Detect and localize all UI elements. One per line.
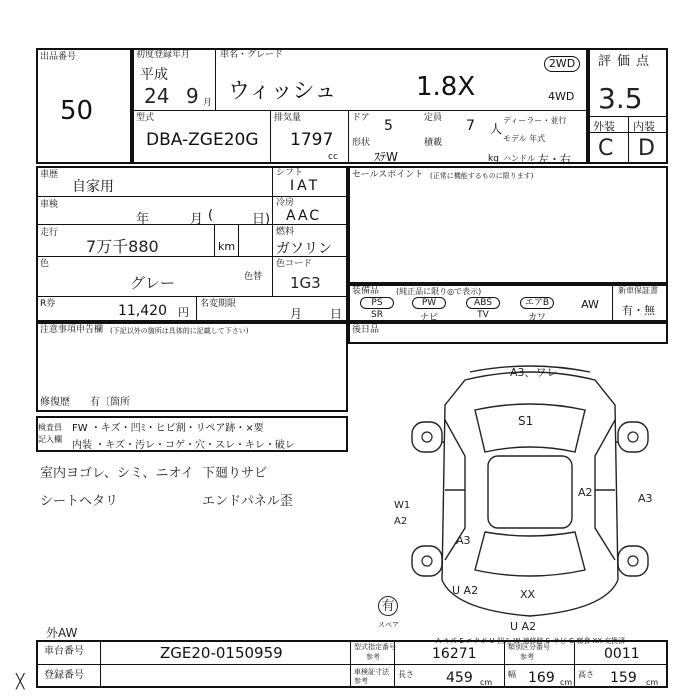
name-change-month: 月 xyxy=(290,307,303,321)
displacement-unit: cc xyxy=(328,152,338,162)
shape-label: 形状 xyxy=(352,138,371,148)
mark-bottom: U A2 xyxy=(510,620,537,633)
name-change-label: 名変期限 xyxy=(200,299,237,309)
height-label: 高さ xyxy=(578,670,594,679)
handwritten-note-3: 下廻りサビ xyxy=(202,466,268,481)
recycle-value: 11,420 xyxy=(118,303,167,319)
displacement-value: 1797 xyxy=(290,130,334,150)
mark-right-side: A3 xyxy=(638,492,653,505)
displacement-label: 排気量 xyxy=(274,113,302,123)
capacity-unit: 人 xyxy=(490,122,503,136)
load-unit: kg xyxy=(488,154,499,164)
category-value: 0011 xyxy=(604,646,640,662)
footer-handwritten: 外AW xyxy=(46,626,78,640)
capacity-value: 7 xyxy=(466,118,475,134)
mark-hood-left: A3 xyxy=(456,534,471,547)
doors-value: 5 xyxy=(384,118,393,134)
interior-value: D xyxy=(638,136,655,161)
equip-airbag: エアB xyxy=(520,297,554,309)
width-label: 幅 xyxy=(508,670,516,679)
dims-label: 車検証寸法 参考 xyxy=(354,668,389,685)
handwritten-note-2: シートヘタリ xyxy=(40,494,119,509)
spare-mark: 有 xyxy=(378,596,398,616)
drive-2wd: 2WD xyxy=(544,56,580,72)
interior-label: 内装 xyxy=(633,120,655,133)
sales-point-label: セールスポイント xyxy=(352,170,424,180)
car-name-label: 車名・グレード xyxy=(220,50,284,60)
handwritten-note-1: 室内ヨゴレ、シミ、ニオイ xyxy=(40,466,194,481)
fuel-label: 燃料 xyxy=(276,227,295,237)
rating-value: 3.5 xyxy=(598,82,643,115)
inspection-paren: ( xyxy=(208,208,214,223)
history-value: 自家用 xyxy=(72,179,114,195)
aftermarket-box xyxy=(348,322,668,344)
inspection-label: 車検 xyxy=(40,200,59,210)
category-label: 類別区分番号 xyxy=(508,643,550,651)
inspection-month: 月 xyxy=(190,212,204,227)
rear-window xyxy=(475,532,585,576)
color-code-label: 色コード xyxy=(276,259,313,269)
equip-abs: ABS xyxy=(466,297,500,309)
corner-mark: ╳ xyxy=(16,674,25,690)
inspector-label: 検査員記入欄 xyxy=(38,423,62,444)
doors-label: ドア xyxy=(352,113,370,123)
recycle-unit: 円 xyxy=(178,306,189,319)
model-label: 型式 xyxy=(136,113,155,123)
mark-roof: S1 xyxy=(518,414,534,428)
rating-label: 評価点 xyxy=(598,54,656,69)
inspection-year: 年 xyxy=(136,212,150,227)
length-value: 459 xyxy=(446,670,473,686)
legend: A-キズ E-エクボ U-凹み W-補修跡 S-サビ C-腐食 XX-交換済 xyxy=(436,637,626,645)
load-label: 積載 xyxy=(424,138,443,148)
inspector-row1: FW ・キズ・凹ﾐ・ヒビ割・リペア跡・×要 xyxy=(72,423,264,434)
dealer-label: ディーラー・並行 xyxy=(503,116,567,125)
mileage-label: 走行 xyxy=(40,228,59,238)
equip-sr: SR xyxy=(371,310,383,320)
color-value: グレー xyxy=(130,274,176,292)
aircon-value: AAC xyxy=(286,208,322,224)
chassis-label: 車台番号 xyxy=(44,646,84,657)
chassis-value: ZGE20-0150959 xyxy=(160,644,283,662)
warranty-label: 新車保証書 xyxy=(618,286,658,295)
model-designation-sub: 参考 xyxy=(366,653,380,661)
height-value: 159 xyxy=(610,670,637,686)
lot-number-value: 50 xyxy=(60,96,94,126)
length-label: 長さ xyxy=(398,670,414,679)
color-code-value: 1G3 xyxy=(290,274,321,292)
mark-left-front: W1 xyxy=(394,500,411,511)
mark-rear-xx: XX xyxy=(520,588,536,601)
equip-ps: PS xyxy=(360,297,394,309)
drive-4wd: 4WD xyxy=(548,90,575,103)
width-value: 169 xyxy=(528,670,555,686)
equipment-note: (純正品に限り◎で表示) xyxy=(396,287,482,296)
capacity-label: 定員 xyxy=(424,113,443,123)
equip-leather: カワ xyxy=(527,313,546,323)
handle-label: ハンドル xyxy=(503,154,535,163)
fuel-value: ガソリン xyxy=(276,241,332,257)
equip-tv: TV xyxy=(477,310,489,320)
inspection-day: 日) xyxy=(252,212,271,227)
height-unit: cm xyxy=(646,678,659,687)
repair-value: 有〔箇所 xyxy=(90,397,130,408)
model-designation-value: 16271 xyxy=(432,646,477,662)
aftermarket-label: 後日品 xyxy=(352,325,380,335)
history-label: 車歴 xyxy=(40,170,59,180)
exterior-value: C xyxy=(598,136,614,161)
car-name-value: ウィッシュ xyxy=(228,79,337,104)
shift-value: IAT xyxy=(290,178,321,194)
recycle-label: R券 xyxy=(40,299,56,309)
handwritten-note-4: エンドパネル歪 xyxy=(202,494,293,509)
length-unit: cm xyxy=(480,678,493,687)
category-sub: 参考 xyxy=(520,653,534,661)
car-grade-value: 1.8X xyxy=(416,72,476,102)
width-unit: cm xyxy=(560,678,573,687)
lot-number-label: 出品番号 xyxy=(40,52,77,62)
name-change-day: 日 xyxy=(330,307,343,321)
mark-rear-left: U A2 xyxy=(452,584,479,597)
mark-left-front-2: A2 xyxy=(394,516,408,527)
equip-aw: AW xyxy=(581,298,599,311)
shape-value: ｽﾃW xyxy=(374,150,398,164)
handle-value: 左・右 xyxy=(538,153,571,166)
mark-left-side: A2 xyxy=(578,486,593,499)
mileage-unit: km xyxy=(218,240,236,253)
repair-label: 修復歴 xyxy=(40,397,70,408)
first-reg-label: 初度登録年月 xyxy=(136,50,191,60)
first-reg-year: 24 xyxy=(144,84,170,108)
roof xyxy=(488,456,572,528)
model-value: DBA-ZGE20G xyxy=(146,130,259,150)
warranty-value: 有・無 xyxy=(622,304,655,317)
model-year-label: モデル 年式 xyxy=(503,134,546,143)
sales-point-note: (正常に機能するものに限ります) xyxy=(430,172,534,180)
model-designation-label: 型式指定番号 xyxy=(354,643,396,651)
exterior-label: 外装 xyxy=(593,120,615,133)
mileage-value: 7万千880 xyxy=(86,237,159,256)
equip-navi: ナビ xyxy=(419,313,438,323)
sales-point-box xyxy=(348,166,668,284)
first-reg-month-unit: 月 xyxy=(203,98,213,108)
spare-label: スペア xyxy=(378,621,399,629)
shift-label: シフト xyxy=(276,168,304,178)
inspector-row2: 内装 ・キズ・汚レ・コゲ・穴・スレ・キレ・破レ xyxy=(72,440,295,451)
windshield xyxy=(475,404,585,452)
reg-number-label: 登録番号 xyxy=(44,670,84,681)
color-label: 色 xyxy=(40,259,50,269)
color-change-label: 色替 xyxy=(244,272,263,282)
mark-top: A3、ワレ xyxy=(510,366,558,379)
first-reg-era: 平成 xyxy=(140,67,168,83)
notes-label: 注意事項申告欄 xyxy=(40,325,104,335)
first-reg-month: 9 xyxy=(186,84,199,108)
equip-pw: PW xyxy=(412,297,446,309)
equipment-label: 装備品 xyxy=(352,286,380,296)
notes-note: (下記以外の箇所は具体的に記載して下さい) xyxy=(110,327,249,335)
aircon-label: 冷房 xyxy=(276,198,295,208)
